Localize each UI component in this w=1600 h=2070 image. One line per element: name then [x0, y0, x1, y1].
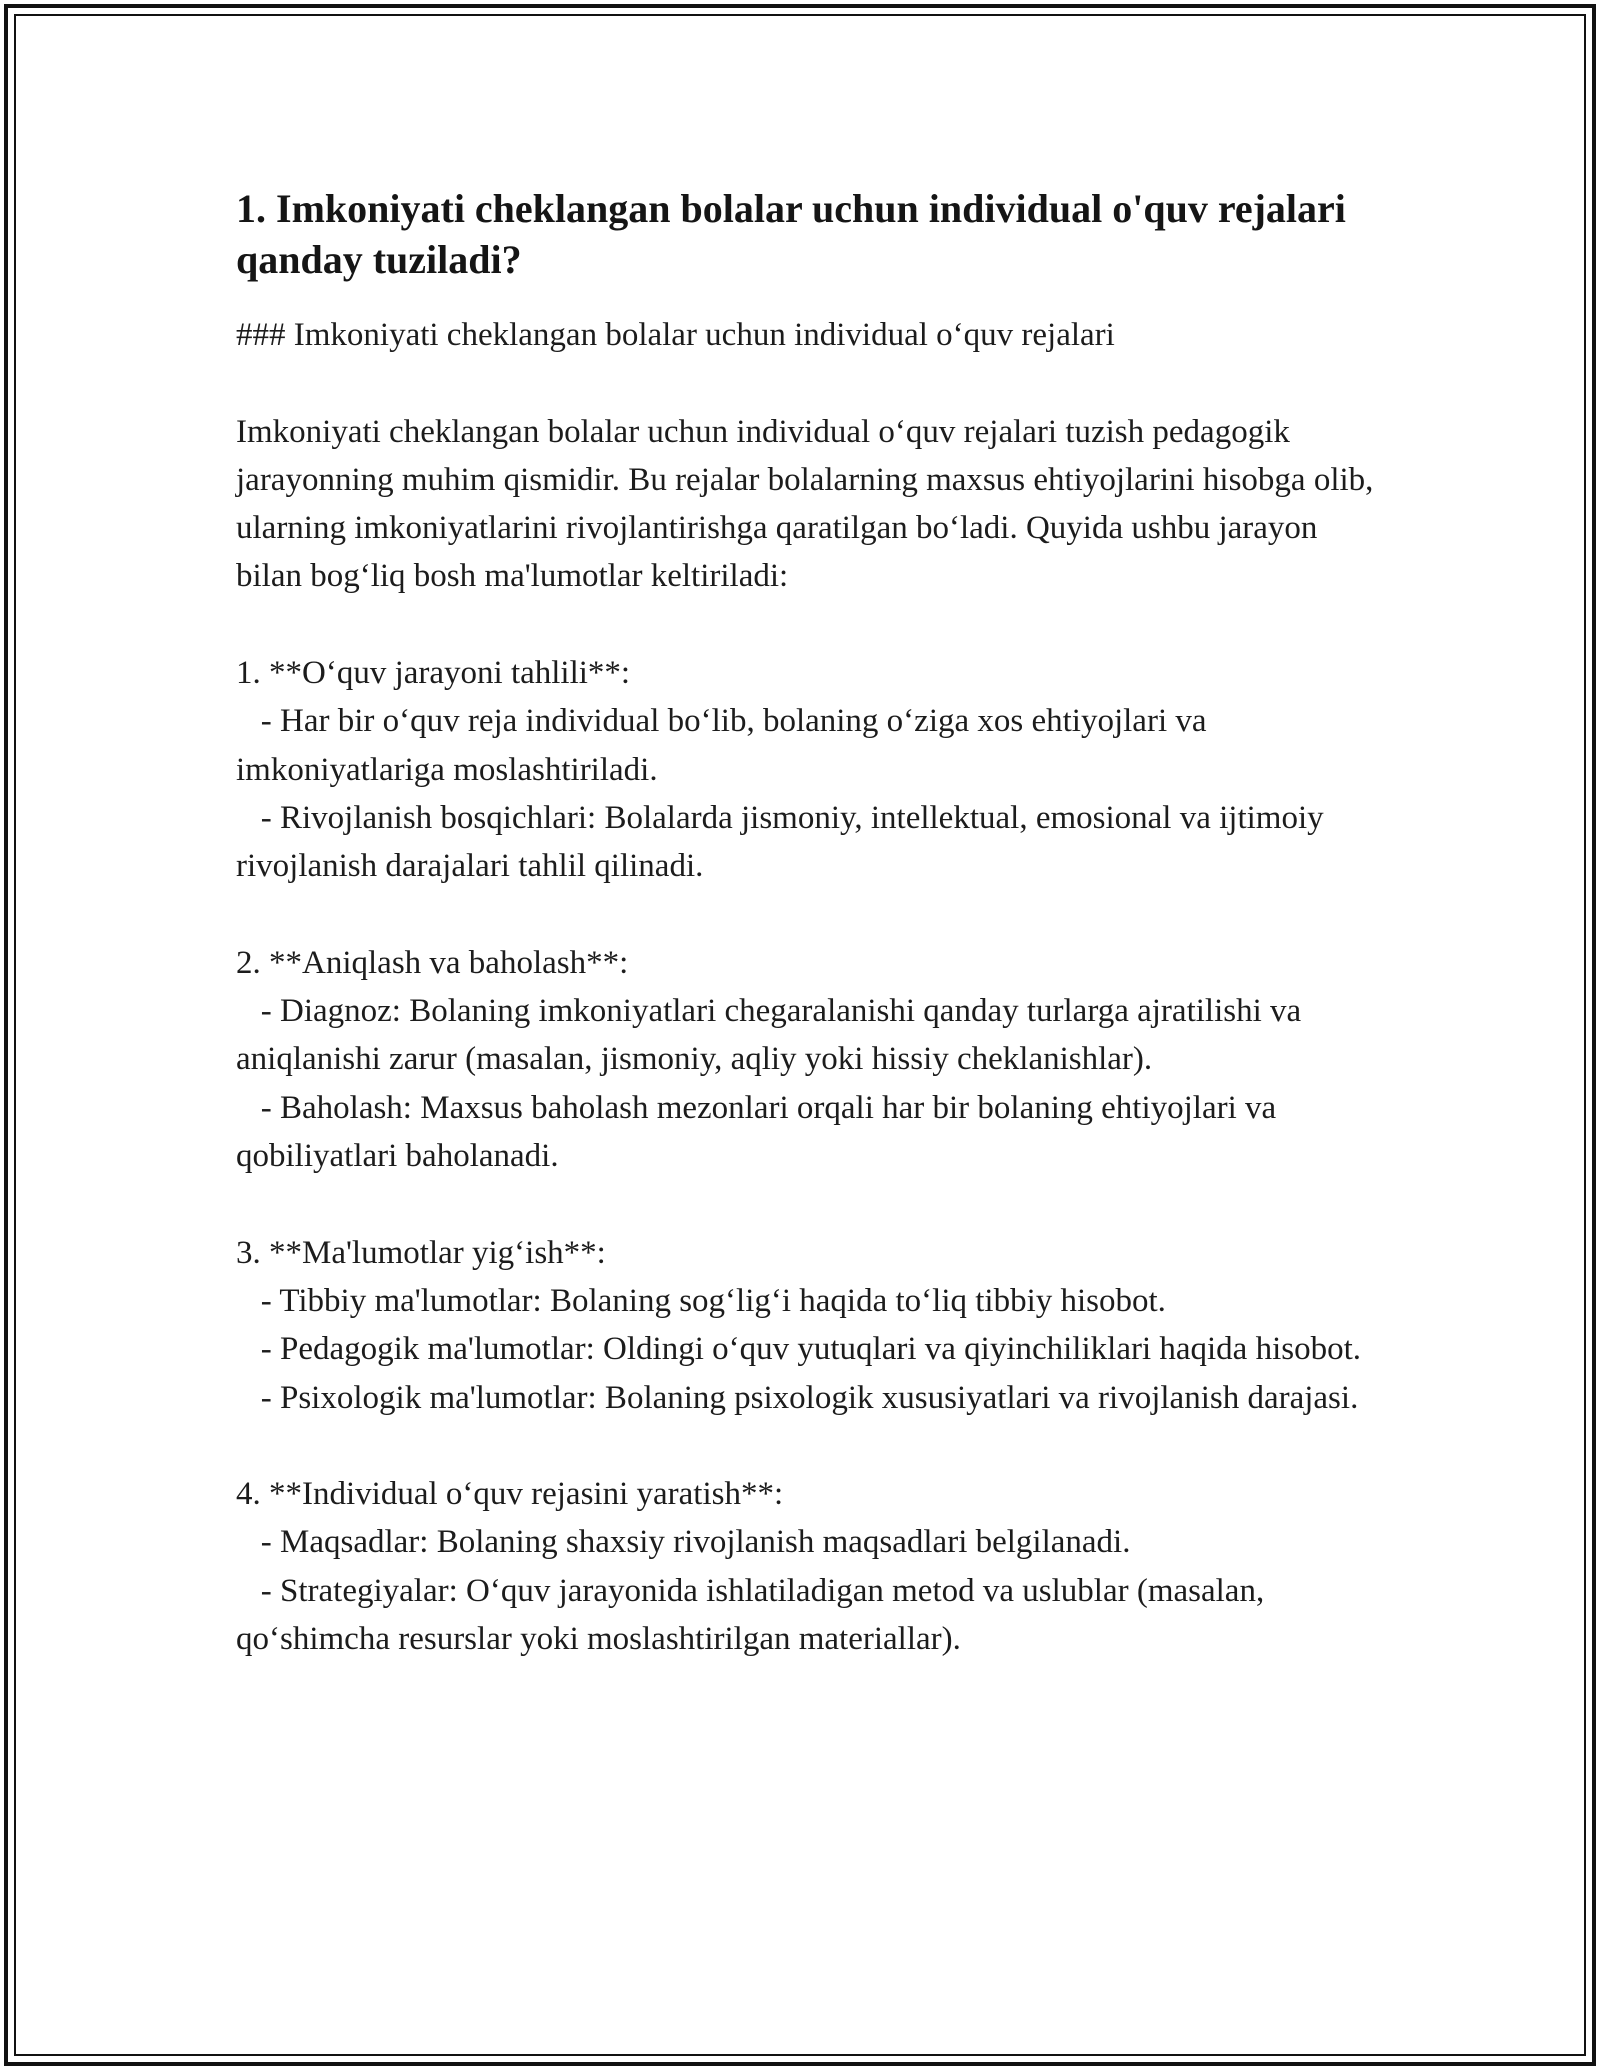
section-item: - Har bir o‘quv reja individual bo‘lib, bolaning o‘ziga xos ehtiyojlari va imkoniyatlariga moslashtiriladi.: [236, 703, 1215, 788]
markdown-heading-line: ### Imkoniyati cheklangan bolalar uchun individual o‘quv rejalari: [236, 317, 1115, 353]
document-body: [236, 183, 1382, 1663]
section-item: - Rivojlanish bosqichlari: Bolalarda jismoniy, intellektual, emosional va ijtimoiy rivojlanish darajalari tahlil qilinadi.: [236, 799, 1332, 885]
section-item: - Strategiyalar: O‘quv jarayonida ishlatiladigan metod va uslublar (masalan, qo‘shimcha resurslar yoki moslashtirilgan materiallar).: [236, 1572, 1273, 1658]
section-1: [236, 649, 1376, 890]
section-item: - Diagnoz: Bolaning imkoniyatlari chegaralanishi qanday turlarga ajratilishi va aniqlanishi zarur (masalan, jismoniy, aqliy yoki hissiy cheklanishlar).: [236, 993, 1310, 1078]
section-item: - Baholash: Maxsus baholash mezonlari orqali har bir bolaning ehtiyojlari va qobiliyatlari baholanadi.: [236, 1089, 1285, 1175]
paragraph-gap: [236, 601, 1376, 649]
intro-paragraph: Imkoniyati cheklangan bolalar uchun individual o‘quv rejalari tuzish pedagogik jarayonning muhim qismidir. Bu rejalar bolalarning maxsus ehtiyojlarini hisobga olib, ularning imkoniyatlarini rivojlantirishga qaratilgan bo‘ladi. Quyida ushbu jarayon bilan bog‘liq bosh ma'lumotlar keltiriladi:: [236, 413, 1382, 595]
section-4: [236, 1470, 1376, 1663]
paragraph-gap: [236, 1180, 1376, 1228]
section-heading: 3. **Ma'lumotlar yig‘ish**:: [236, 1234, 606, 1271]
section-item: - Psixologik ma'lumotlar: Bolaning psixologik xususiyatlari va rivojlanish darajasi.: [236, 1379, 1359, 1416]
section-heading: 1. **O‘quv jarayoni tahlili**:: [236, 655, 631, 692]
section-heading: 4. **Individual o‘quv rejasini yaratish**:: [236, 1476, 784, 1513]
section-item: - Pedagogik ma'lumotlar: Oldingi o‘quv yutuqlari va qiyinchiliklari haqida hisobot.: [236, 1331, 1362, 1368]
section-3: [236, 1229, 1376, 1422]
section-heading: 2. **Aniqlash va baholash**:: [236, 944, 629, 981]
question-title: 1. Imkoniyati cheklangan bolalar uchun individual o'quv rejalari qanday tuziladi?: [236, 186, 1346, 282]
section-item: - Tibbiy ma'lumotlar: Bolaning sog‘lig‘i haqida to‘liq tibbiy hisobot.: [236, 1282, 1166, 1319]
paragraph-gap: [236, 359, 1376, 407]
paragraph-gap: [236, 891, 1376, 939]
paragraph-gap: [236, 1422, 1376, 1470]
section-2: [236, 939, 1376, 1180]
section-item: - Maqsadlar: Bolaning shaxsiy rivojlanish maqsadlari belgilanadi.: [236, 1524, 1131, 1561]
